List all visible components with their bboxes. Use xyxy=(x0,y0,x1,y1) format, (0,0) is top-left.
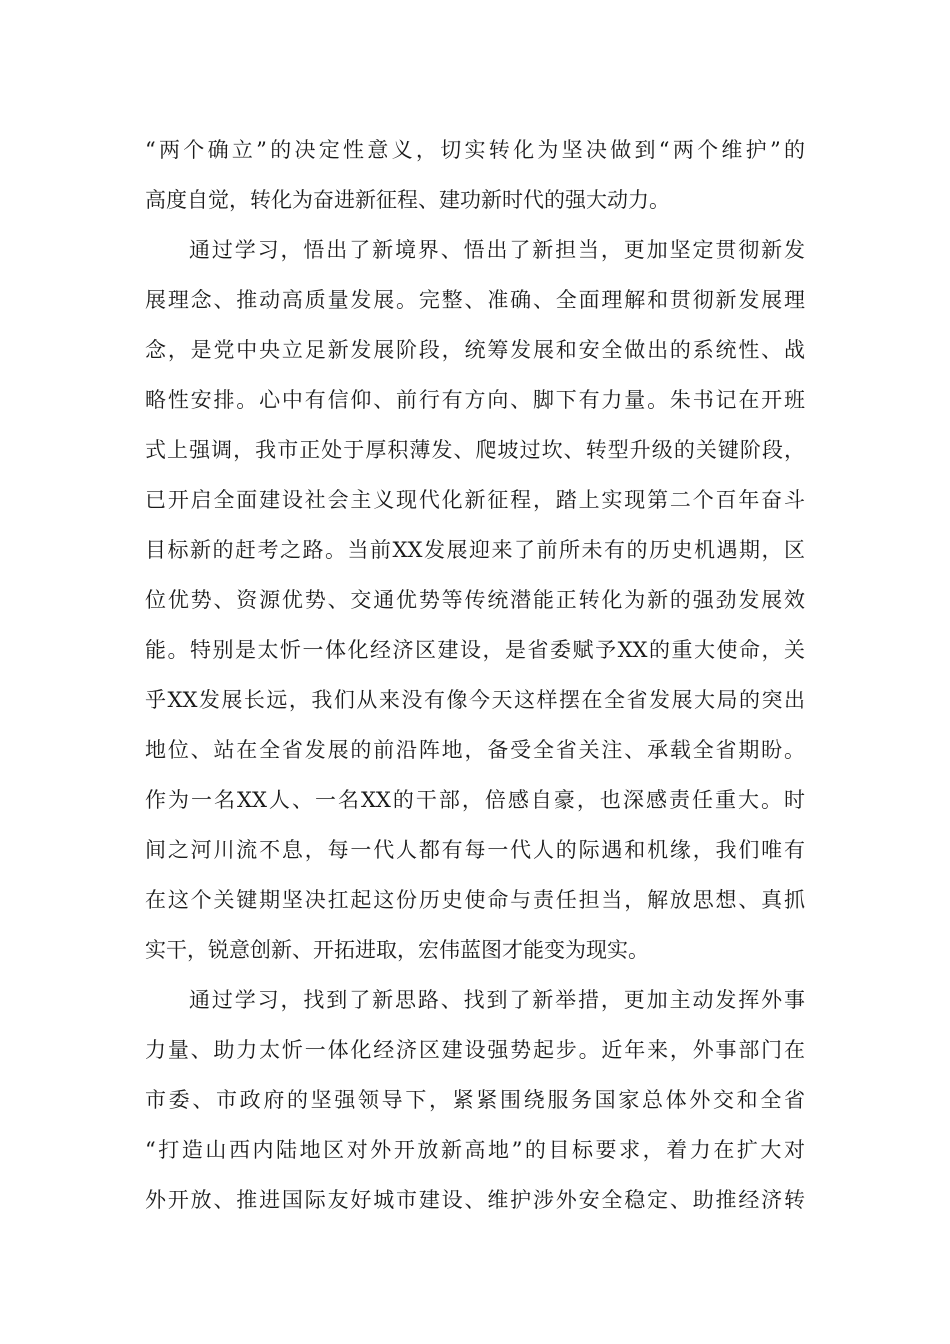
text-line: 展理念、推动高质量发展。完整、准确、全面理解和贯彻新发展理 xyxy=(145,288,805,312)
text-line: 作为一名XX人、一名XX的干部，倍感自豪，也深感责任重大。时 xyxy=(145,788,805,812)
text-line: 外开放、推进国际友好城市建设、维护涉外安全稳定、助推经济转 xyxy=(145,1188,805,1212)
text-line: 念，是党中央立足新发展阶段，统筹发展和安全做出的系统性、战 xyxy=(145,338,805,362)
text-line: 在这个关键期坚决扛起这份历史使命与责任担当，解放思想、真抓 xyxy=(145,888,805,912)
text-line: 式上强调，我市正处于厚积薄发、爬坡过坎、转型升级的关键阶段， xyxy=(145,438,805,462)
paragraph-start-line: 通过学习，悟出了新境界、悟出了新担当，更加坚定贯彻新发 xyxy=(189,238,805,262)
text-line: “打造山西内陆地区对外开放新高地”的目标要求，着力在扩大对 xyxy=(145,1138,805,1162)
text-line: 位优势、资源优势、交通优势等传统潜能正转化为新的强劲发展效 xyxy=(145,588,805,612)
text-line: 已开启全面建设社会主义现代化新征程，踏上实现第二个百年奋斗 xyxy=(145,488,805,512)
text-line: 能。特别是太忻一体化经济区建设，是省委赋予XX的重大使命，关 xyxy=(145,638,805,662)
text-line: 地位、站在全省发展的前沿阵地，备受全省关注、承载全省期盼。 xyxy=(145,738,805,762)
text-line: 目标新的赶考之路。当前XX发展迎来了前所未有的历史机遇期，区 xyxy=(145,538,805,562)
text-line: 乎XX发展长远，我们从来没有像今天这样摆在全省发展大局的突出 xyxy=(145,688,805,712)
text-line: 间之河川流不息，每一代人都有每一代人的际遇和机缘，我们唯有 xyxy=(145,838,805,862)
text-line: “两个确立”的决定性意义，切实转化为坚决做到“两个维护”的 xyxy=(145,138,805,162)
text-line: 力量、助力太忻一体化经济区建设强势起步。近年来，外事部门在 xyxy=(145,1038,805,1062)
text-line: 高度自觉，转化为奋进新征程、建功新时代的强大动力。 xyxy=(145,188,670,212)
paragraph-start-line: 通过学习，找到了新思路、找到了新举措，更加主动发挥外事 xyxy=(189,988,805,1012)
text-line: 略性安排。心中有信仰、前行有方向、脚下有力量。朱书记在开班 xyxy=(145,388,805,412)
text-line: 市委、市政府的坚强领导下，紧紧围绕服务国家总体外交和全省 xyxy=(145,1088,805,1112)
text-line: 实干，锐意创新、开拓进取，宏伟蓝图才能变为现实。 xyxy=(145,938,649,962)
